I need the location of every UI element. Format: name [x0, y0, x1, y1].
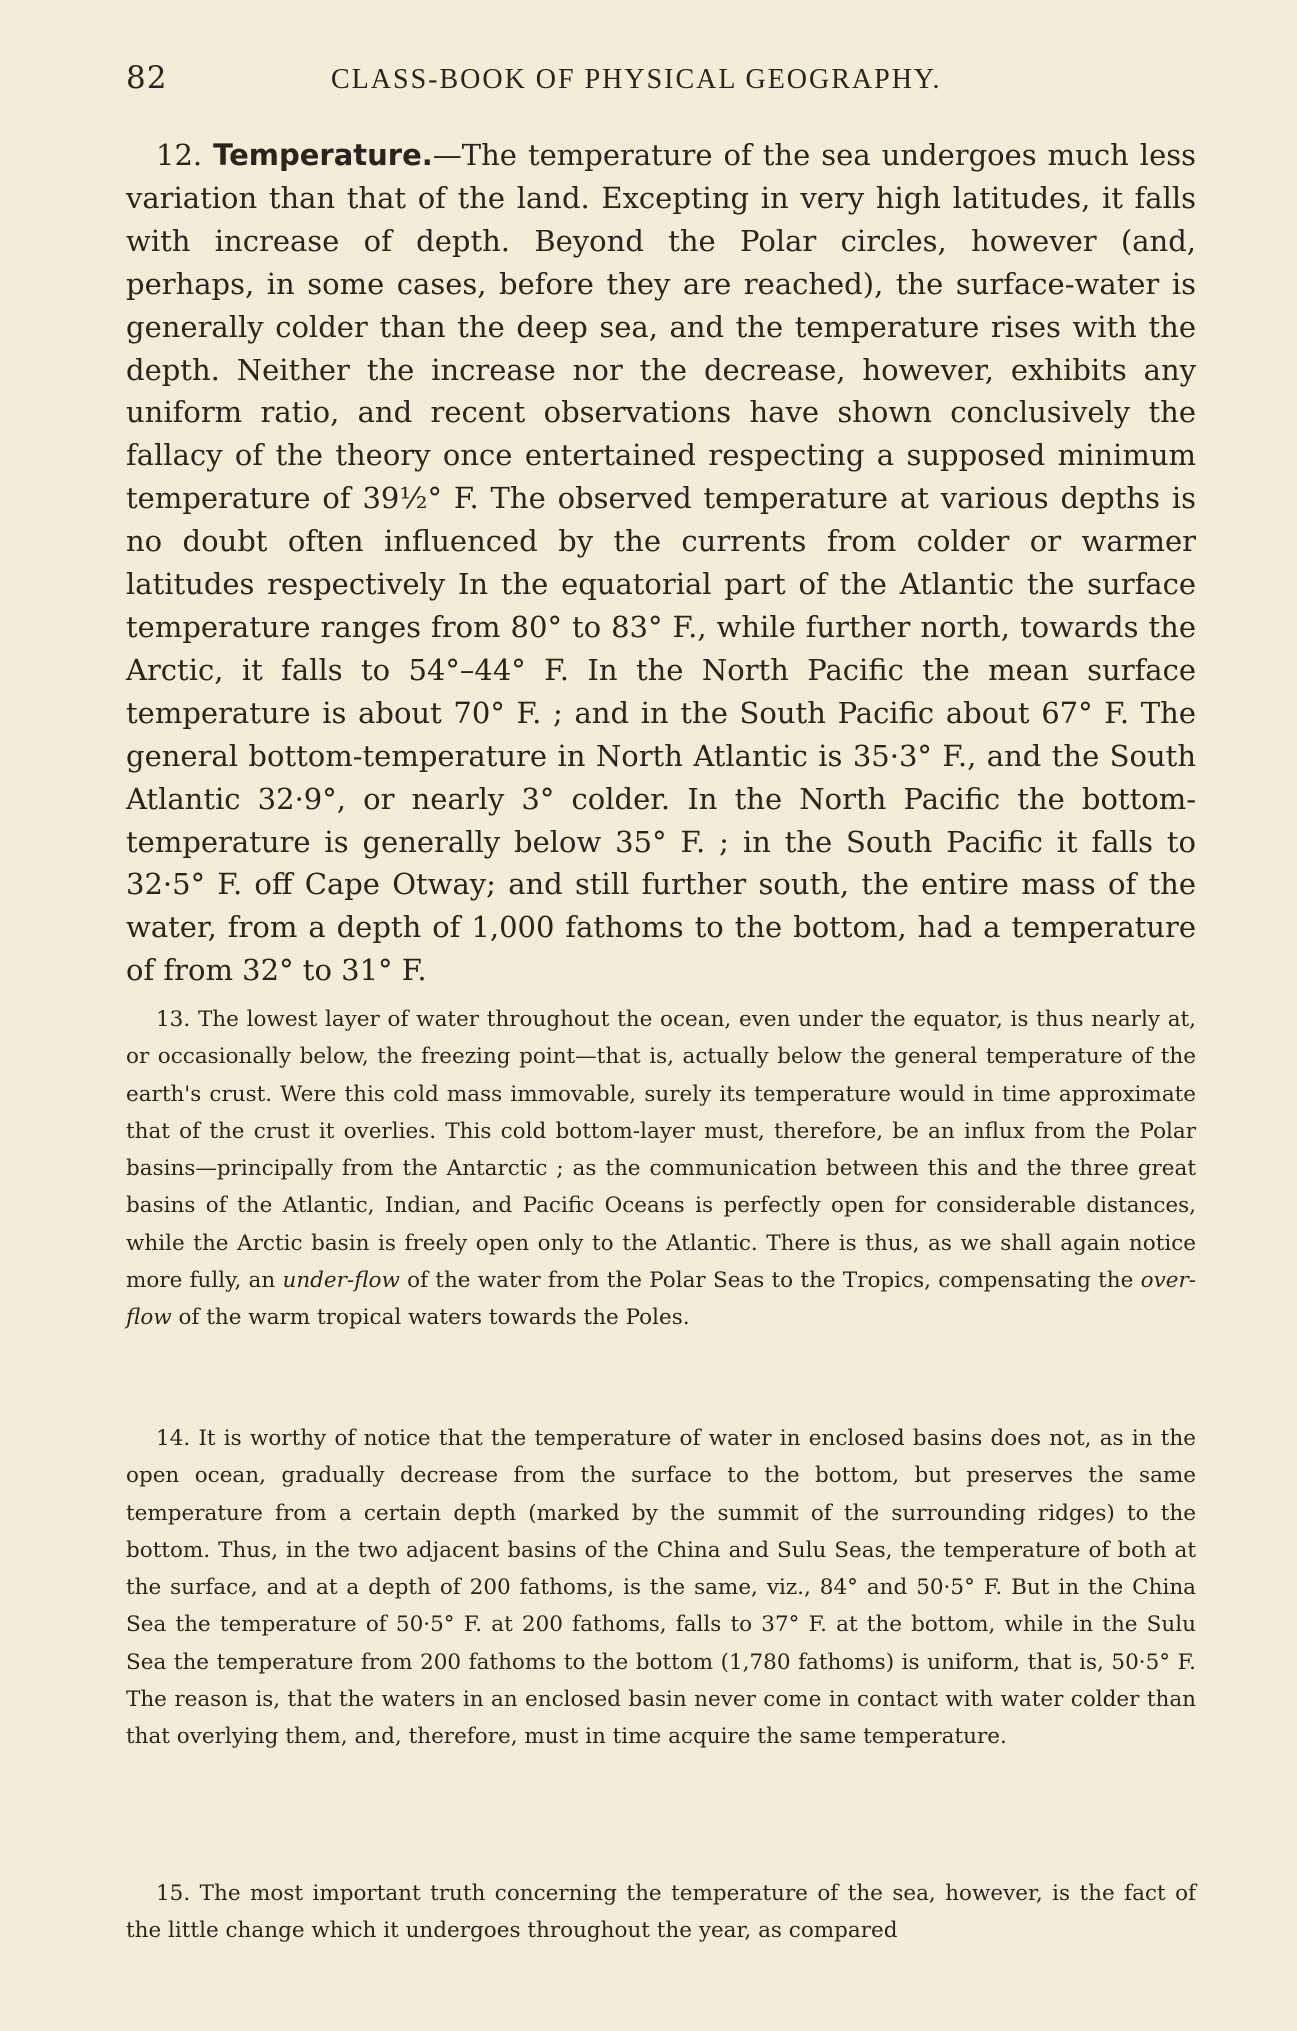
italic-term-over-flow: over-flow	[126, 1268, 1196, 1331]
italic-term-under-flow: under-flow	[282, 1268, 400, 1294]
section-number: 15.	[156, 1881, 191, 1906]
section-13-paragraph	[126, 1001, 1196, 1337]
section-14-paragraph	[126, 1420, 1196, 1756]
section-number: 14.	[156, 1426, 191, 1451]
running-head: CLASS-BOOK OF PHYSICAL GEOGRAPHY.	[331, 64, 942, 95]
section-body: It is worthy of notice that the temperature of water in enclosed basins does not, as in the open ocean, gradually decrease from the surface to the bottom, but preserves the same temperature from a certain depth (marked by the summit of the surrounding ridges) to the bottom. Thus, in the two adjacent basins of the China and Sulu Seas, the temperature of both at the surface, and at a depth of 200 fathoms, is the same, viz., 84° and 50·5° F. But in the China Sea the temperature of 50·5° F. at 200 fathoms, falls to 37° F. at the bottom, while in the Sulu Sea the temperature from 200 fathoms to the bottom (1,780 fathoms) is uniform, that is, 50·5° F. The reason is, that the waters in an enclosed basin never come in contact with water colder than that overlying them, and, therefore, must in time acquire the same temperature.	[126, 1426, 1196, 1750]
section-heading: Temperature.	[213, 138, 433, 172]
page-number: 82	[126, 60, 168, 96]
section-body: —The temperature of the sea undergoes much less variation than that of the land. Excepting in very high latitudes, it falls with increase of depth. Beyond the Polar circles, however (and, perhaps, in some cases, before they are reached), the surface-water is generally colder than the deep sea, and the temperature rises with the depth. Neither the increase nor the decrease, however, exhibits any uniform ratio, and recent observations have shown conclusively the fallacy of the theory once entertained respecting a supposed minimum temperature of 39½° F. The observed temperature at various depths is no doubt often influenced by the currents from colder or warmer latitudes respectively In the equatorial part of the Atlantic the surface temperature ranges from 80° to 83° F., while further north, towards the Arctic, it falls to 54°–44° F. In the North Pacific the mean surface temperature is about 70° F. ; and in the South Pacific about 67° F. The general bottom-temperature in North Atlantic is 35·3° F., and the South Atlantic 32·9°, or nearly 3° colder. In the North Pacific the bottom-temperature is generally below 35° F. ; in the South Pacific it falls to 32·5° F. off Cape Otway; and still further south, the entire mass of the water, from a depth of 1,000 fathoms to the bottom, had a temperature of from 32° to 31° F.	[126, 138, 1197, 988]
page-header	[126, 60, 1196, 108]
section-body-start: The lowest layer of water throughout the ocean, even under the equator, is thus nearly at, or occasionally below, the freezing point—that is, actually below the general temperature of the earth's crust. Were this cold mass immovable, surely its temperature would in time approximate that of the crust it overlies. This cold bottom-layer must, therefore, be an influx from the Polar basins—principally from the Antarctic ; as the communication between this and the three great basins of the Atlantic, Indian, and Pacific Oceans is perfectly open for considerable distances, while the Arctic basin is freely open only to the Atlantic. There is thus, as we shall again notice more fully, an	[126, 1007, 1196, 1294]
section-body: The most important truth concerning the temperature of the sea, however, is the fact of the little change which it undergoes throughout the year, as compared	[126, 1881, 1196, 1944]
section-number: 12.	[156, 138, 203, 172]
section-body-end: of the warm tropical waters towards the Poles.	[171, 1305, 690, 1331]
section-number: 13.	[156, 1007, 191, 1032]
section-15-paragraph	[126, 1875, 1196, 1950]
section-body-middle: of the water from the Polar Seas to the Tropics, compensating the	[399, 1268, 1141, 1294]
section-12-paragraph	[126, 134, 1196, 992]
